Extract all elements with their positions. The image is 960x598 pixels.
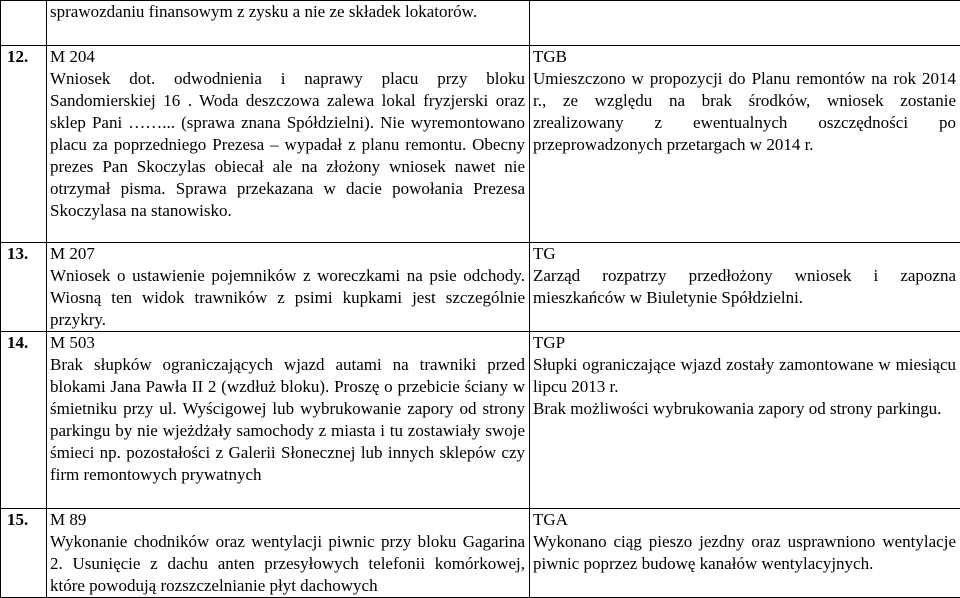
answer-cell — [530, 46, 960, 243]
answer-text: Słupki ograniczające wjazd zostały zamontowane w miesiącu lipcu 2013 r. — [533, 354, 956, 398]
answer-cell — [530, 243, 960, 332]
request-cell — [47, 332, 530, 509]
answer-cell — [530, 509, 960, 598]
request-cell — [47, 1, 530, 46]
request-cell — [47, 243, 530, 332]
answer-code: TGA — [533, 509, 956, 531]
request-text: Wniosek dot. odwodnienia i naprawy placu przy bloku Sandomierskiej 16 . Woda deszczowa zalewa lokal fryzjerski oraz sklep Pani ……... (sprawa znana Spółdzielni). Nie wyremontowano placu za poprzedniego Prezesa – wypadał z planu remontu. Obecny prezes Pan Skoczylas obiecał ale na złożony wniosek nawet nie otrzymał pisma. Sprawa przekazana w dacie powołania Prezesa Skoczylasa na stanowisko. — [50, 68, 525, 222]
request-cell — [47, 509, 530, 598]
table-row — [1, 46, 960, 243]
row-number: 12. — [1, 46, 47, 243]
answer-text: Wykonano ciąg pieszo jezdny oraz usprawniono wentylacje piwnic poprzez budowę kanałów wentylacyjnych. — [533, 531, 956, 575]
request-text: Wykonanie chodników oraz wentylacji piwnic przy bloku Gagarina 2. Usunięcie z dachu anten przesyłowych telefonii komórkowej, które powodują rozszczelnianie płyt dachowych — [50, 531, 525, 597]
answer-code: TG — [533, 243, 956, 265]
request-text: sprawozdaniu finansowym z zysku a nie ze składek lokatorów. — [50, 1, 525, 23]
request-code: M 207 — [50, 243, 525, 265]
answer-text-secondary: Brak możliwości wybrukowania zapory od strony parkingu. — [533, 398, 956, 420]
request-text: Brak słupków ograniczających wjazd autami na trawniki przed blokami Jana Pawła II 2 (wzdłuż bloku). Proszę o przebicie ściany w śmietniku przy ul. Wyścigowej lub wybrukowanie zapory od strony parkingu by nie wjeżdżały samochody z miasta i tu zostawiały swoje śmieci np. pozostałości z Galerii Słonecznej lub innych sklepów czy firm remontowych prywatnych — [50, 354, 525, 486]
answer-text: Umieszczono w propozycji do Planu remontów na rok 2014 r., ze względu na brak środków, wniosek zostanie zrealizowany z ewentualnych oszczędności po przeprowadzonych przetargach w 2014 r. — [533, 68, 956, 156]
request-cell — [47, 46, 530, 243]
table-row — [1, 509, 960, 598]
answer-cell — [530, 332, 960, 509]
answer-code: TGP — [533, 332, 956, 354]
request-text: Wniosek o ustawienie pojemników z woreczkami na psie odchody. Wiosną ten widok trawników z psimi kupkami jest szczególnie przykry. — [50, 265, 525, 331]
row-number — [1, 1, 47, 46]
request-code: M 89 — [50, 509, 525, 531]
table-row — [1, 1, 960, 46]
row-number: 15. — [1, 509, 47, 598]
row-number: 14. — [1, 332, 47, 509]
table-row — [1, 332, 960, 509]
request-code: M 503 — [50, 332, 525, 354]
row-number: 13. — [1, 243, 47, 332]
answer-text: Zarząd rozpatrzy przedłożony wniosek i zapozna mieszkańców w Biuletynie Spółdzielni. — [533, 265, 956, 309]
answer-cell — [530, 1, 960, 46]
request-code: M 204 — [50, 46, 525, 68]
answer-code: TGB — [533, 46, 956, 68]
table-row — [1, 243, 960, 332]
